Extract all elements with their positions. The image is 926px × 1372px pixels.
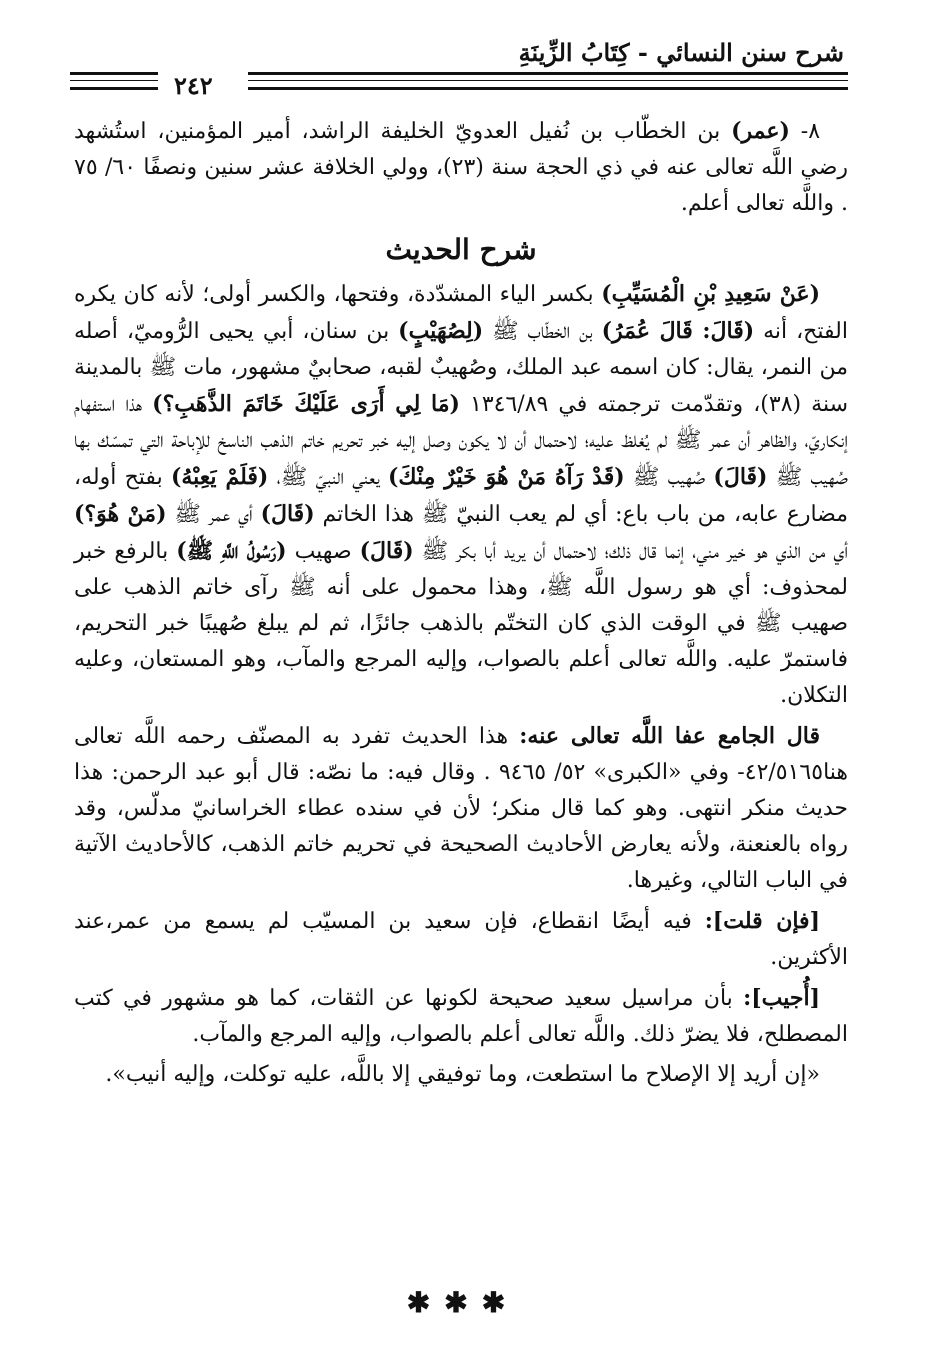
hadith-segment: (رَسُولُ اللَّهِ ﷺ) bbox=[176, 538, 287, 564]
hadith-segment: (عَنْ سَعِيدِ بْنِ الْمُسَيِّبِ) bbox=[601, 281, 820, 307]
commentary-text: صُهيب ﷺ bbox=[632, 465, 706, 490]
compiler-note-label: قال الجامع عفا اللَّه تعالى عنه: bbox=[519, 723, 820, 749]
biography-number: ٨- bbox=[800, 119, 821, 144]
commentary-text: أي من الذي هو خير مني، إنما قال ذلك؛ لاحتمال أن يريد أبا بكر ﷺ bbox=[421, 539, 849, 564]
objection-text: فيه أيضًا انقطاع، فإن سعيد بن المسيّب لم يسمع من عمر،عند الأكثرين. bbox=[74, 909, 848, 970]
running-title: شرح سنن النسائي - كِتَابُ الزِّينَةِ bbox=[518, 38, 844, 67]
commentary-text: بن الخطّاب ﷺ bbox=[492, 319, 593, 344]
hadith-segment: (قَالَ) bbox=[260, 501, 315, 527]
end-ornament: ✱✱✱ bbox=[406, 1286, 520, 1319]
hadith-segment: (قَدْ رَآهُ مَنْ هُوَ خَيْرٌ مِنْكَ) bbox=[388, 464, 625, 490]
hadith-commentary-paragraph bbox=[74, 276, 848, 714]
compiler-note-text: هذا الحديث تفرد به المصنّف رحمه اللَّه تعالى هنا٤٢/٥١٦٥- وفي «الكبرى» ٥٢/ ٩٤٦٥ . وقال فيه: ما نصّه: قال أبو عبد الرحمن: هذا حديث منكر انتهى. وهو كما قال منكر؛ لأن في سنده عطاء الخراسانيّ مدلّس، وقد رواه بالعنعنة، ولأنه يعارض الأحاديث الصحيحة في تحريم خاتم الذهب، كالأحاديث الآتية في الباب التالي، وغيرها. bbox=[74, 724, 849, 893]
narrator-name: (عمر) bbox=[731, 118, 790, 144]
page-number: ٢٤٢ bbox=[174, 71, 213, 100]
objection-label: [فإن قلت]: bbox=[704, 908, 820, 934]
biography-text: بن الخطّاب بن نُفيل العدويّ الخليفة الراشد، أمير المؤمنين، استُشهد رضي اللَّه تعالى عنه في ذي الحجة سنة (٢٣)، وولي الخلافة عشر سنين ونصفًا ٦٠/ ٧٥ . واللَّه تعالى أعلم. bbox=[74, 119, 849, 216]
closing-quote: «إن أريد إلا الإصلاح ما استطعت، وما توفيقي إلا باللَّه، عليه توكلت، وإليه أنيب». bbox=[105, 1062, 820, 1087]
hadith-segment: (لِصُهَيْبٍ) bbox=[398, 318, 484, 344]
page-header bbox=[70, 30, 848, 100]
section-heading: شرح الحديث bbox=[385, 233, 537, 266]
objection-paragraph bbox=[74, 903, 848, 976]
hadith-segment: (قَالَ) bbox=[359, 538, 414, 564]
hadith-segment: (مَنْ هُوَ؟) bbox=[74, 501, 167, 527]
commentary-text: بن سنان، أبي يحيى الرُّوميّ، أصله من النمر، يقال: كان اسمه عبد الملك، وصُهيبٌ لقبه، صحابيٌ مشهور، مات ﷺ بالمدينة سنة (٣٨)، وتقدّمت ترجمته في ١٣٤٦/٨٩ bbox=[74, 319, 849, 417]
commentary-text: بالرفع خبر لمحذوف: أي هو رسول اللَّه ﷺ، وهذا محمول على أنه ﷺ رآى خاتم الذهب على صهيب ﷺ في الوقت الذي كان التختّم بالذهب جائزًا، ثم لم يبلغ صُهيبًا خبر التحريم، فاستمرّ عليه. واللَّه تعالى أعلم بالصواب، وإليه المرجع والمآب، وهو المستعان، وعليه التكلان. bbox=[74, 539, 848, 708]
hadith-segment: (قَالَ) bbox=[713, 464, 768, 490]
commentary-text: أي عمر ﷺ bbox=[174, 502, 253, 527]
compiler-note-paragraph bbox=[74, 718, 848, 899]
hadith-segment: (مَا لِي أَرَى عَلَيْكَ خَاتَمَ الذَّهَبِ؟) bbox=[152, 391, 460, 417]
commentary-text: بفتح أوله، مضارع عابه، من باب باع: أي لم يعب النبيّ ﷺ هذا الخاتم bbox=[74, 465, 849, 527]
commentary-text: يعني النبيّ ﷺ، bbox=[276, 465, 380, 490]
hadith-segment: (قَالَ: قَالَ عُمَرُ) bbox=[601, 318, 755, 344]
answer-text: بأن مراسيل سعيد صحيحة لكونها عن الثقات، كما هو مشهور في كتب المصطلح، فلا يضرّ ذلك. واللَّه تعالى أعلم بالصواب، وإليه المرجع والمآب. bbox=[74, 986, 848, 1047]
hadith-segment: (فَلَمْ يَعِبْهُ) bbox=[170, 464, 269, 490]
narrator-biography-8 bbox=[74, 113, 848, 222]
answer-paragraph bbox=[74, 980, 848, 1053]
answer-label: [أُجيب]: bbox=[743, 985, 820, 1011]
commentary-text: هذا استفهام إنكاريّ، والظاهر أن عمر ﷺ لم يُغلظ عليه؛ لاحتمال أن لا يكون وصل إليه خبر تحريم خاتم الذهب الناسخ للإباحة التي تمسّك بها صُهيب ﷺ bbox=[74, 392, 848, 490]
commentary-text: صهيب bbox=[294, 539, 352, 564]
commentary-text: بكسر الياء المشدّدة، وفتحها، والكسر أولى؛ لأنه كان يكره الفتح، أنه bbox=[74, 282, 848, 344]
page-body bbox=[74, 113, 848, 1097]
